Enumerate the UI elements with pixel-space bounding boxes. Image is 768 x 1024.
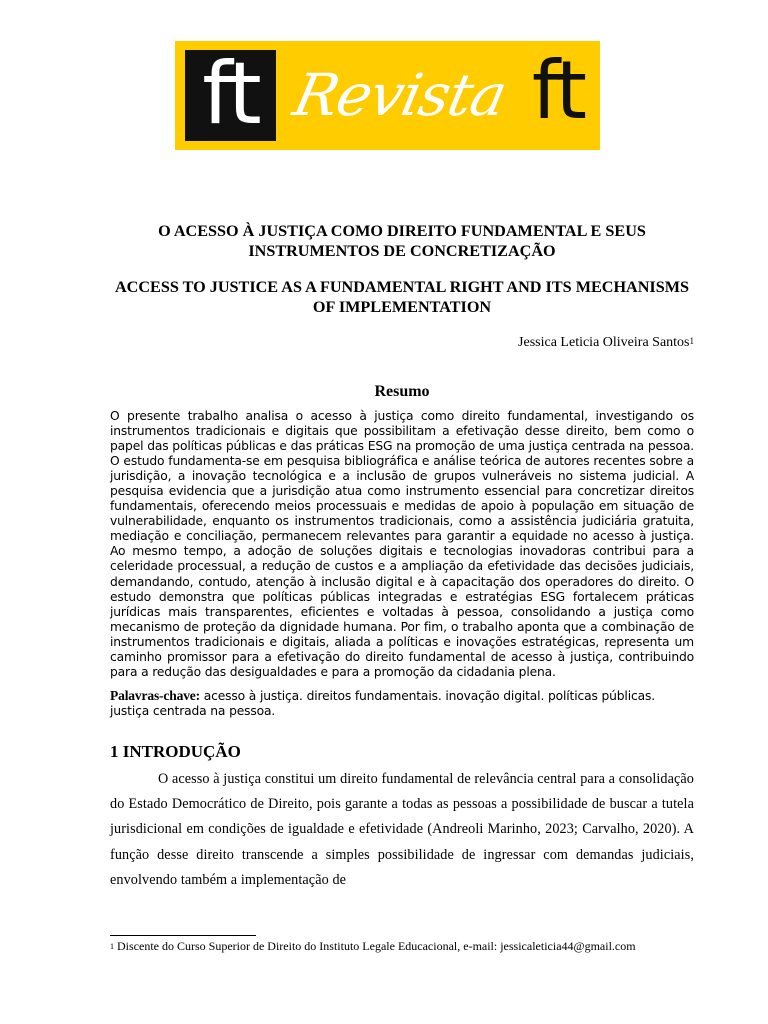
logo-ft-mark: ft xyxy=(202,44,259,144)
keywords-text: acesso à justiça. direitos fundamentais. inovação digital. políticas públicas. justiça centrada na pessoa. xyxy=(110,689,655,718)
abstract-text: O presente trabalho analisa o acesso à justiça como direito fundamental, investigando os instrumentos tradicionais e digitais que possibilitam a efetivação desse direito, bem como o papel das políticas públicas e das práticas ESG na promoção de uma justiça centrada na pessoa. O estudo fundamenta-se em pesquisa bibliográfica e análise teórica de autores recentes sobre a jurisdição, a inovação tecnológica e a inclusão de grupos vulneráveis no sistema judicial. A pesquisa evidencia que a jurisdição atua como instrumento essencial para concretizar direitos fundamentais, oferecendo meios processuais e medidas de apoio à população em situação de vulnerabilidade, enquanto os instrumentos tradicionais, como a assistência judiciária gratuita, mediação e conciliação, permanecem relevantes para garantir a equidade no acesso à justiça. Ao mesmo tempo, a adoção de soluções digitais e tecnologias inovadoras contribui para a celeridade processual, a redução de custos e a ampliação da efetividade das decisões judiciais, demandando, contudo, atenção à inclusão digital e à capacitação dos operadores do direito. O estudo demonstra que políticas públicas integradas e estratégias ESG fortalecem práticas jurídicas mais transparentes, eficientes e voltadas à pessoa, consolidando a justiça como mecanismo de proteção da dignidade humana. Por fim, o trabalho aponta que a combinação de instrumentos tradicionais e digitais, aliada a políticas e inovações estratégicas, representa um caminho promissor para a efetivação do direito fundamental de acesso à justiça, contribuindo para a redução das desigualdades e para a promoção da cidadania plena. xyxy=(110,409,694,679)
introduction-paragraph: O acesso à justiça constitui um direito fundamental de relevância central para a consolidação do Estado Democrático de Direito, pois garante a todas as pessoas a possibilidade de buscar a tutela jurisdicional em condições de igualdade e efetividade (Andreoli Marinho, 2023; Carvalho, 2020). A função desse direito transcende a simples possibilidade de ingressar com demandas judiciais, envolvendo também a implementação de xyxy=(110,771,694,888)
revista-ft-logo xyxy=(175,41,600,150)
section-heading-introduction: 1 INTRODUÇÃO xyxy=(110,742,241,761)
logo-ft-box xyxy=(185,44,276,144)
abstract-heading: Resumo xyxy=(374,383,430,400)
keywords-label: Palavras-chave: xyxy=(110,688,200,703)
author-footnote-mark: 1 xyxy=(689,336,694,346)
footnote xyxy=(110,939,636,954)
footnote-separator xyxy=(110,935,256,936)
footnote-mark: 1 xyxy=(110,942,114,951)
footnote-text: Discente do Curso Superior de Direito do Instituto Legale Educacional, e-mail: jessicaleticia44@gmail.com xyxy=(114,939,636,953)
logo-revista-script: Revista xyxy=(287,61,513,129)
author-line xyxy=(518,334,694,352)
logo-ft-mark-right: ft xyxy=(531,44,584,137)
author-name: Jessica Leticia Oliveira Santos xyxy=(518,335,690,350)
keywords xyxy=(110,688,694,719)
title-portuguese: O ACESSO À JUSTIÇA COMO DIREITO FUNDAMENTAL E SEUS INSTRUMENTOS DE CONCRETIZAÇÃO xyxy=(158,222,646,260)
title-english: ACCESS TO JUSTICE AS A FUNDAMENTAL RIGHT AND ITS MECHANISMS OF IMPLEMENTATION xyxy=(114,278,690,316)
